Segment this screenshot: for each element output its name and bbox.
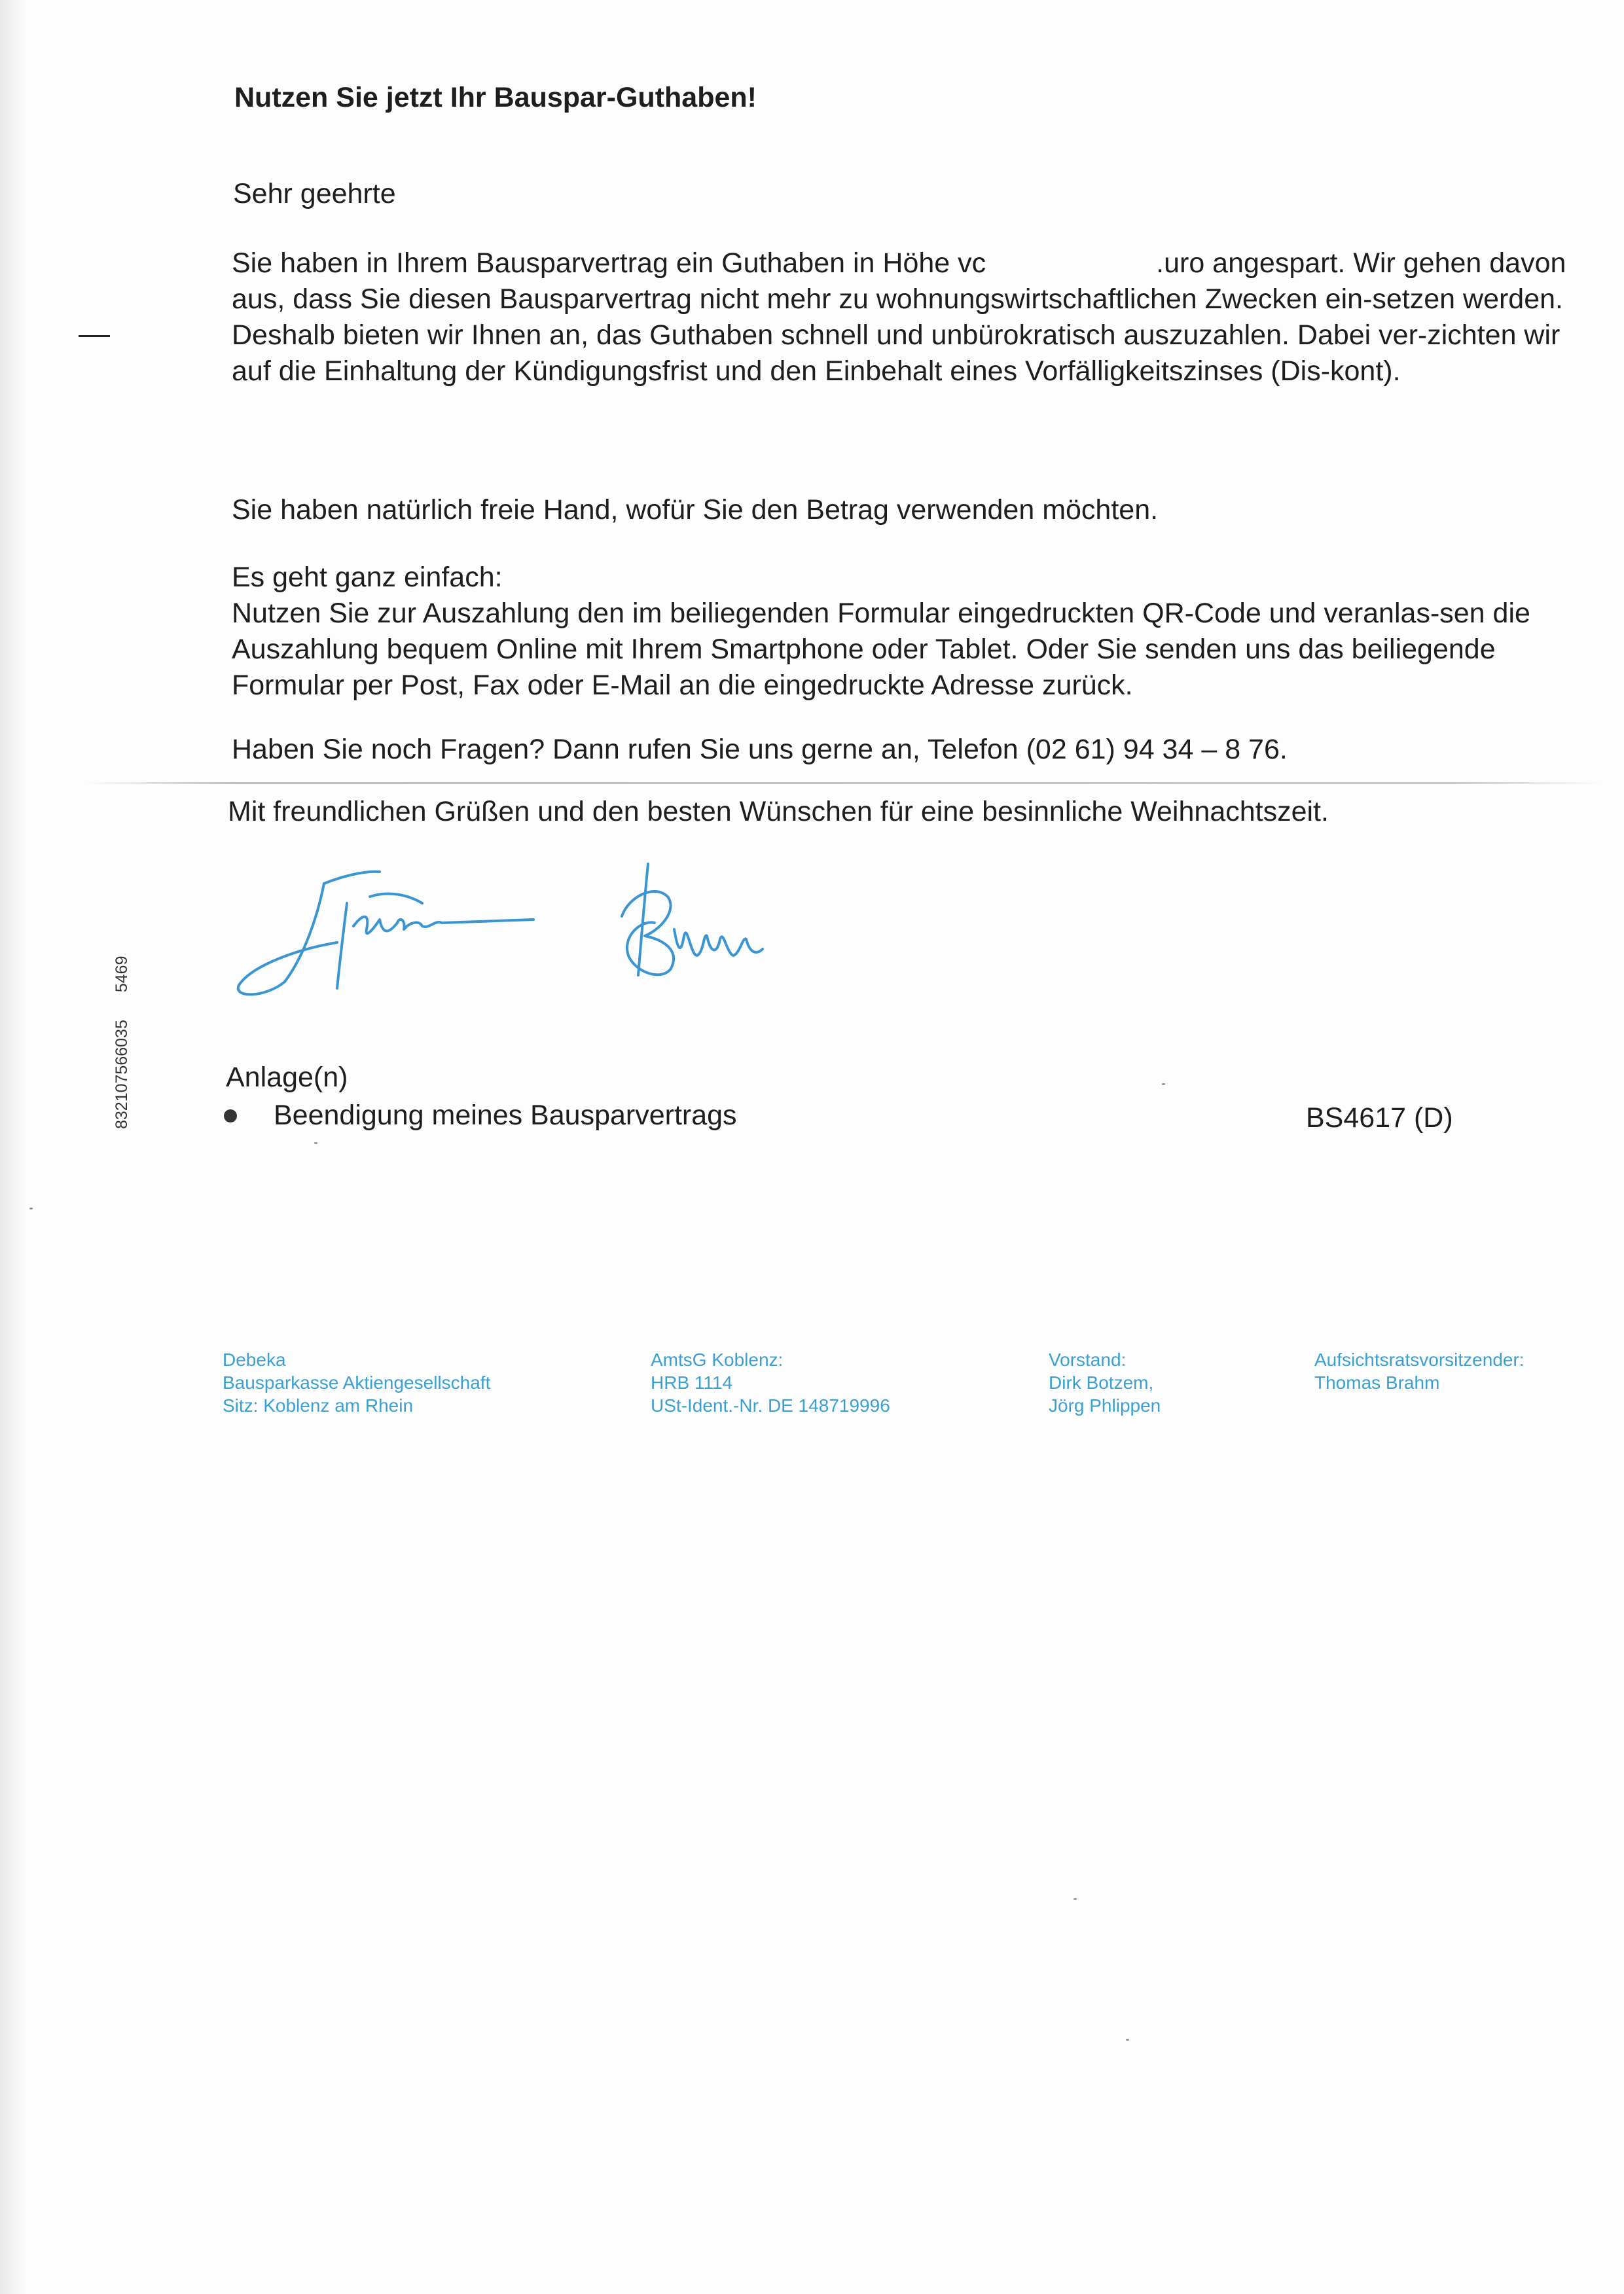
fold-mark [79, 335, 110, 337]
footer-board-line: Jörg Phlippen [1049, 1395, 1161, 1416]
paragraph-offer: Deshalb bieten wir Ihnen an, das Guthaben schnell und unbürokratisch auszuzahlen. Dabei ver-zichten wir auf die Einhaltung der Kündigungsfrist und den Einbehalt eines Vorfälligkeitszinses (Dis-kont). [232, 319, 1561, 387]
paragraph-instructions [232, 560, 1567, 704]
footer-board-line: Dirk Botzem, [1049, 1372, 1154, 1393]
attachment-item-label: Beendigung meines Bausparvertrags [274, 1100, 737, 1131]
instructions-body: Nutzen Sie zur Auszahlung den im beiliegenden Formular eingedruckten QR-Code und veranlas-sen die Auszahlung bequem Online mit Ihrem Smartphone oder Tablet. Oder Sie senden uns das beiliegende Formular per Post, Fax oder E-Mail an die eingedruckte Adresse zurück. [232, 598, 1530, 701]
paragraph-contact: Haben Sie noch Fragen? Dann rufen Sie uns gerne an, Telefon (02 61) 94 34 – 8 76. [232, 734, 1288, 765]
paragraph-balance-start: Sie haben in Ihrem Bausparvertrag ein Guthaben in Höhe vc [232, 247, 986, 279]
document-id-vertical [113, 956, 132, 1129]
scan-speck [1126, 2039, 1129, 2041]
signature-1 [226, 857, 540, 1008]
scan-speck [314, 1142, 317, 1144]
footer-supervisory [1314, 1348, 1525, 1394]
paragraph-free-use: Sie haben natürlich freie Hand, wofür Sie den Betrag verwenden möchten. [232, 494, 1159, 526]
footer-registry-line: AmtsG Koblenz: [651, 1350, 784, 1370]
closing: Mit freundlichen Grüßen und den besten Wünschen für eine besinnliche Weihnachtszeit. [228, 796, 1329, 827]
redacted-amount [986, 252, 1156, 278]
document-number: 832107566035 [113, 1020, 131, 1129]
scan-speck [1162, 1083, 1165, 1085]
attachment-item [223, 1100, 737, 1132]
footer-registry-line: HRB 1114 [651, 1372, 733, 1393]
footer-board-line: Vorstand: [1049, 1350, 1127, 1370]
footer-board [1049, 1348, 1161, 1417]
footer-supervisory-line: Aufsichtsratsvorsitzender: [1314, 1350, 1525, 1370]
form-code: BS4617 (D) [1306, 1102, 1453, 1134]
footer-registry-line: USt-Ident.-Nr. DE 148719996 [651, 1395, 890, 1416]
instructions-intro: Es geht ganz einfach: [232, 562, 503, 593]
paragraph-balance-end: .uro angespart. Wir gehen davon aus, dass Sie diesen Bausparvertrag nicht mehr zu wohnungswirtschaftlichen Zwecken ein-setzen werden. [232, 247, 1566, 315]
salutation-text: Sehr geehrte [233, 178, 396, 209]
scan-edge-shadow [0, 0, 26, 2294]
attachments-label: Anlage(n) [226, 1062, 348, 1093]
scan-speck [1074, 1898, 1077, 1900]
bullet-icon [224, 1109, 237, 1122]
fold-line [85, 782, 1604, 784]
letter-subject: Nutzen Sie jetzt Ihr Bauspar-Guthaben! [234, 82, 757, 113]
scan-speck [29, 1208, 33, 1210]
footer-registry [651, 1348, 890, 1417]
document-number-suffix: 5469 [113, 956, 131, 993]
salutation [233, 178, 396, 210]
footer-company-line: Bausparkasse Aktiengesellschaft [223, 1372, 491, 1393]
signature-2 [609, 857, 779, 995]
footer-supervisory-line: Thomas Brahm [1314, 1372, 1440, 1393]
footer-company [223, 1348, 490, 1417]
footer-company-line: Sitz: Koblenz am Rhein [223, 1395, 414, 1416]
paragraph-balance [232, 245, 1567, 389]
footer-company-line: Debeka [223, 1350, 286, 1370]
